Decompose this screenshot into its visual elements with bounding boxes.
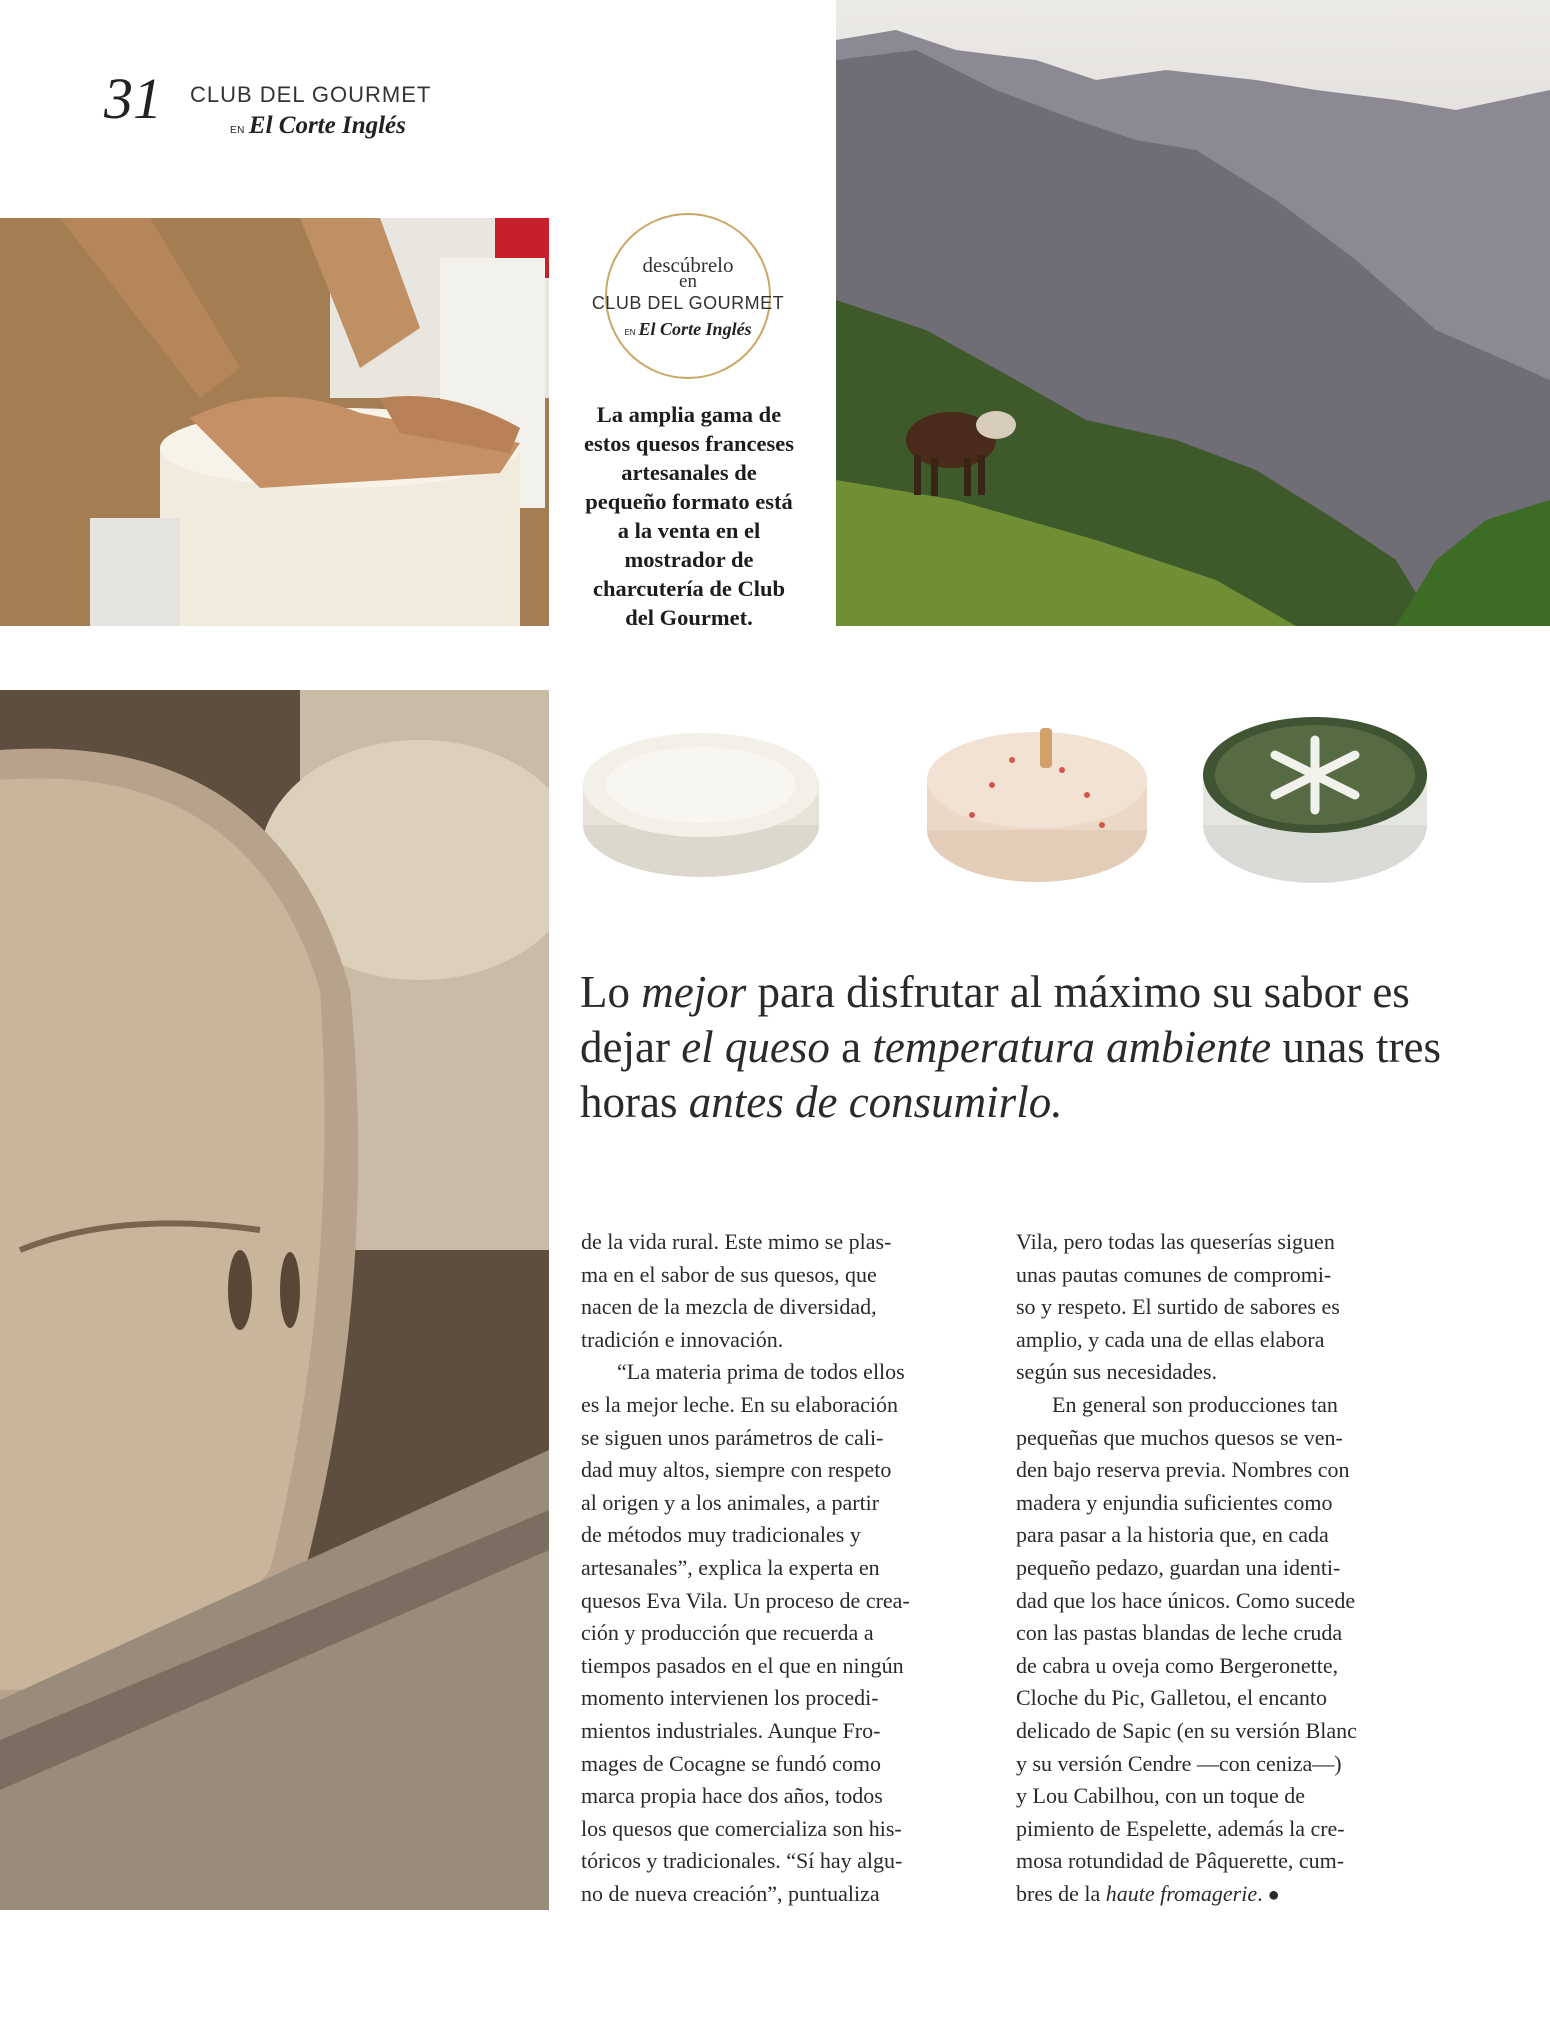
photo-mountain-cow-art (836, 0, 1550, 626)
photo-cheese-wheel-closeup (0, 690, 549, 1910)
badge-store (607, 319, 769, 340)
badge-line1: descúbrelo (642, 253, 734, 277)
pull-quote-text: a (829, 1022, 873, 1072)
article-paragraph: “La materia prima de todos ellos es la mejor leche. En su elaboración se siguen unos parámetros de cali- dad muy altos, siempre con respeto al origen y a los animales, a partir de métodos muy tradicionales y artesanales”, explica la experta en quesos Eva Vila. Un proceso de crea- ción y producción que recuerda a tiempos pasados en el que en ningún momento intervienen los procedi- mientos industriales. Aunque Fro- mages de Cocagne se fundó como marca propia hace dos años, todos los quesos que comercializa son his- tóricos y tradicionales. “Sí hay algu- no de nueva creación”, puntualiza (581, 1359, 910, 1906)
pull-quote-emphasis: mejor (641, 967, 747, 1017)
pull-quote-text: para disfrutar al máximo su sabor es dejar (580, 967, 1410, 1072)
article-emphasis: haute fromagerie (1105, 1880, 1258, 1906)
photo-cheesemaker-hands-art (0, 218, 549, 626)
pull-quote-text: Lo (580, 967, 642, 1017)
badge-brand: CLUB DEL GOURMET (591, 293, 785, 313)
club-del-gourmet-badge (591, 213, 785, 379)
photo-cheese-wheel-closeup-art (0, 690, 549, 1910)
cheese-white-art (576, 700, 826, 900)
article-paragraph-last (1016, 1389, 1416, 1912)
end-mark-icon: ● (1262, 1883, 1280, 1906)
pull-quote (580, 965, 1480, 1130)
article-paragraph: Vila, pero todas las queserías siguen unas pautas comunes de compromi- so y respeto. El surtido de sabores es amplio, y cada una de ellas elabora según sus necesidades. (1016, 1229, 1340, 1385)
article-paragraph: de la vida rural. Este mimo se plas- ma en el sabor de sus quesos, que nacen de la mezcla de diversidad, tradición e innovación. (581, 1229, 892, 1352)
product-cheese-pink-pepper (912, 700, 1162, 900)
badge-line2: en (679, 271, 697, 292)
brand-en: EN (230, 125, 245, 136)
photo-cheesemaker-hands (0, 218, 549, 626)
brand-name: CLUB DEL GOURMET (190, 82, 432, 107)
cheese-herb-art (1190, 700, 1440, 900)
pull-quote-emphasis: antes de consumirlo. (688, 1077, 1063, 1127)
article-column-right (1016, 1226, 1416, 1911)
article-paragraph-text: En general son producciones tan pequeñas que muchos quesos se ven- den bajo reserva previa. Nombres con madera y enjundia suficientes como para pasar a la historia que, en cada pequeño pedazo, guardan una identi- dad que los hace únicos. Como sucede con las pastas blandas de leche cruda de cabra u oveja como Bergeronette, Cloche du Pic, Galletou, el encanto delicado de Sapic (en su versión Blanc y su versión Cendre —con ceniza—) y Lou Cabilhou, con un toque de pimiento de Espelette, además la cre- mosa rotundidad de Pâquerette, cum- bres de la (1016, 1391, 1357, 1906)
page-number: 31 (104, 66, 162, 131)
article-column-left (581, 1226, 981, 1910)
pull-quote-emphasis: temperatura ambiente (872, 1022, 1272, 1072)
cheese-pink-pepper-art (912, 700, 1162, 900)
pull-quote-text: unas tres horas (580, 1022, 1442, 1127)
badge-store-name: El Corte Inglés (638, 319, 752, 339)
article-paragraph-end: . (1257, 1880, 1263, 1906)
brand-store: El Corte Inglés (248, 112, 406, 139)
pull-quote-emphasis: el queso (681, 1022, 830, 1072)
product-cheese-white (576, 700, 826, 900)
product-cheese-herb (1190, 700, 1440, 900)
photo-mountain-cow (836, 0, 1550, 626)
badge-en: EN (624, 328, 636, 337)
photo-caption: La amplia gama de estos quesos franceses artesanales de pequeño formato está a la venta en el mostrador de charcutería de Club del Gourmet. (584, 402, 794, 630)
brand-store-logo (230, 112, 406, 140)
